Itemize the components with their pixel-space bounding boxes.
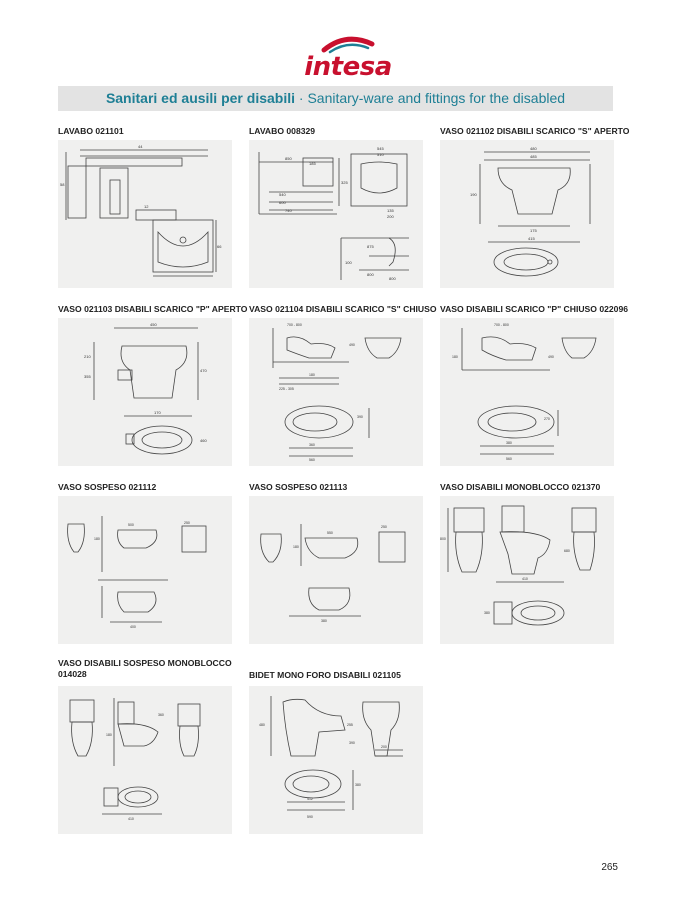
dimension-label: 850 <box>285 156 292 161</box>
product-title: VASO DISABILI SCARICO "P" CHIUSO 022096 <box>440 304 629 314</box>
section-banner <box>58 86 613 111</box>
wall-hung-toilet-drawing <box>58 496 232 644</box>
product-title: BIDET MONO FORO DISABILI 021105 <box>249 670 401 680</box>
dimension-label: 412 <box>307 797 313 801</box>
product-title: VASO 021104 DISABILI SCARICO "S" CHIUSO <box>249 304 437 314</box>
dimension-label: 550 <box>327 531 333 535</box>
dimension-label: 590 <box>307 815 313 819</box>
dimension-label: 400 <box>130 625 136 629</box>
dimension-label: 200 <box>387 214 394 219</box>
dimension-label: 540 <box>279 192 286 197</box>
dimension-label: 740 <box>285 208 292 213</box>
dimension-label: 480 <box>530 146 537 151</box>
brand-logo <box>298 34 398 80</box>
product-title: VASO 021102 DISABILI SCARICO "S" APERTO <box>440 126 630 136</box>
dimension-label: 255 <box>347 723 353 727</box>
drawing-panel <box>440 496 614 644</box>
product-title: VASO 021103 DISABILI SCARICO "P" APERTO <box>58 304 248 314</box>
dimension-label: 600 <box>279 200 286 205</box>
dimension-label: 200 <box>381 745 387 749</box>
dimension-label: 185 <box>309 161 316 166</box>
dimension-label: 460 <box>200 438 207 443</box>
dimension-label: 270 <box>544 417 550 421</box>
product-title: VASO SOSPESO 021112 <box>58 482 157 492</box>
bidet-drawing <box>249 686 423 834</box>
toilet-drawing <box>58 318 232 466</box>
dimension-label: 250 <box>184 521 190 525</box>
product-title: VASO SOSPESO 021113 <box>249 482 348 492</box>
logo-swoosh-icon <box>318 34 378 54</box>
wall-hung-toilet-drawing <box>249 496 423 644</box>
dimension-label: 470 <box>200 368 207 373</box>
dimension-label: 380 <box>506 441 512 445</box>
dimension-label: 450 <box>150 322 157 327</box>
wall-hung-close-coupled-toilet-drawing <box>58 686 232 834</box>
dimension-label: 500 <box>128 523 134 527</box>
dimension-label: 355 <box>84 374 91 379</box>
dimension-label: 800 <box>440 537 446 541</box>
washbasin-drawing <box>58 140 232 288</box>
page-number: 265 <box>601 862 618 873</box>
toilet-drawing <box>440 140 614 288</box>
dimension-label: 875 <box>367 244 374 249</box>
dimension-label: 410 <box>128 817 134 821</box>
dimension-label: 390 <box>357 415 363 419</box>
dimension-label: 180 <box>106 733 112 737</box>
drawing-panel <box>58 318 232 466</box>
dimension-label: 190 <box>470 192 477 197</box>
dimension-label: 390 <box>349 741 355 745</box>
dimension-label: 700 - 800 <box>494 323 509 327</box>
dimension-label: 380 <box>355 783 361 787</box>
dimension-label: 175 <box>530 228 537 233</box>
dimension-label: 380 <box>484 611 490 615</box>
drawing-panel <box>58 686 232 834</box>
dimension-label: 545 <box>377 146 384 151</box>
dimension-label: 485 <box>530 154 537 159</box>
logo-wordmark: intesa <box>304 52 392 82</box>
dimension-label: 44 <box>138 144 143 149</box>
dimension-label: 360 <box>309 443 315 447</box>
dimension-label: 560 <box>309 458 315 462</box>
toilet-drawing <box>440 318 614 466</box>
dimension-label: 170 <box>154 410 161 415</box>
close-coupled-toilet-drawing <box>440 496 614 644</box>
dimension-label: 510 <box>377 152 384 157</box>
drawing-panel <box>249 140 423 288</box>
washbasin-drawing <box>249 140 423 288</box>
product-title: LAVABO 008329 <box>249 126 316 136</box>
drawing-panel <box>249 318 423 466</box>
dimension-label: 560 <box>506 457 512 461</box>
dimension-label: 800 <box>367 272 374 277</box>
dimension-label: 180 <box>452 355 458 359</box>
dimension-label: 490 <box>548 355 554 359</box>
banner-title-italian: Sanitari ed ausili per disabili <box>105 90 295 106</box>
dimension-label: 700 - 800 <box>287 323 302 327</box>
dimension-label: 800 <box>389 276 396 281</box>
dimension-label: 680 <box>564 549 570 553</box>
product-title: LAVABO 021101 <box>58 126 124 136</box>
banner-separator: · <box>295 90 308 106</box>
dimension-label: 380 <box>321 619 327 623</box>
drawing-panel <box>58 140 232 288</box>
toilet-drawing <box>249 318 423 466</box>
dimension-label: 135 <box>387 208 394 213</box>
dimension-label: 490 <box>349 343 355 347</box>
dimension-label: 360 <box>158 713 164 717</box>
dimension-label: 180 <box>293 545 299 549</box>
drawing-panel <box>249 496 423 644</box>
dimension-label: 480 <box>259 723 265 727</box>
dimension-label: 225 - 305 <box>279 387 294 391</box>
dimension-label: 410 <box>522 577 528 581</box>
dimension-label: 100 <box>345 260 352 265</box>
product-title: VASO DISABILI MONOBLOCCO 021370 <box>440 482 601 492</box>
dimension-label: 12 <box>144 204 149 209</box>
dimension-label: 66 <box>217 244 222 249</box>
dimension-label: 180 <box>309 373 315 377</box>
product-title: VASO DISABILI SOSPESO MONOBLOCCO 014028 <box>58 658 232 679</box>
dimension-label: 180 <box>94 537 100 541</box>
drawing-panel <box>440 140 614 288</box>
dimension-label: 58 <box>60 182 65 187</box>
drawing-panel <box>440 318 614 466</box>
dimension-label: 325 <box>341 180 348 185</box>
drawing-panel <box>249 686 423 834</box>
dimension-label: 210 <box>84 354 91 359</box>
drawing-panel <box>58 496 232 644</box>
dimension-label: 250 <box>381 525 387 529</box>
banner-title-english: Sanitary-ware and fittings for the disabled <box>307 90 566 106</box>
dimension-label: 415 <box>528 236 535 241</box>
